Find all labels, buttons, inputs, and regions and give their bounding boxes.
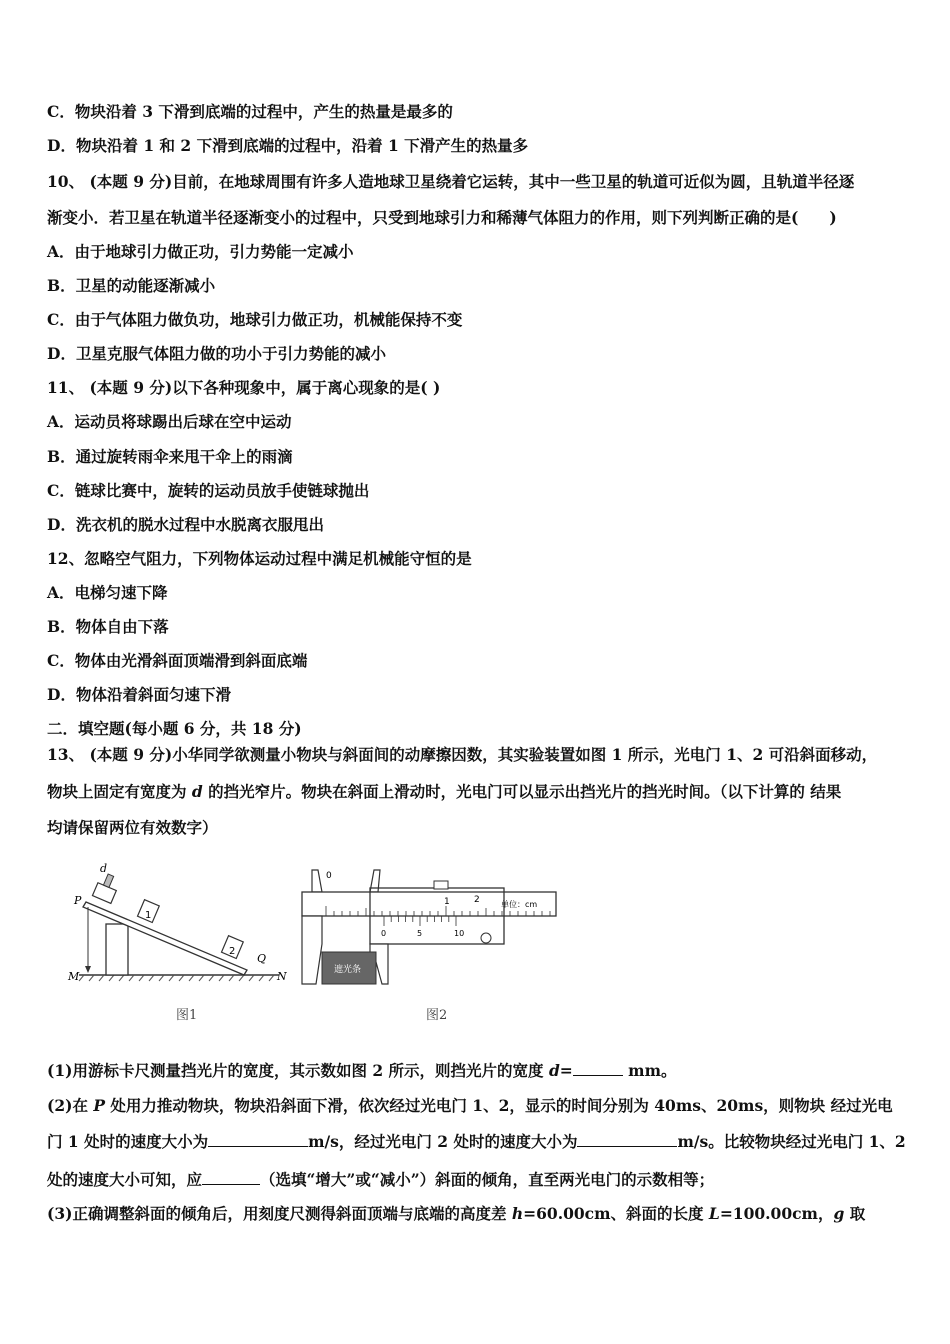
q10-stem-line1: 10、 (本题 9 分)目前，在地球周围有许多人造地球卫星绕着它运转，其中一些卫星的轨道可近似为圆，且轨道半径逐 (47, 172, 855, 191)
q12-stem: 12、忽略空气阻力，下列物体运动过程中满足机械能守恒的是 (47, 549, 472, 568)
q11-option-d: D．洗衣机的脱水过程中水脱离衣服甩出 (47, 515, 324, 534)
fig2-vernier-0: 0 (381, 929, 387, 938)
q12-option-c: C．物体由光滑斜面顶端滑到斜面底端 (47, 651, 308, 670)
q13-stem-line1: 13、 (本题 9 分)小华同学欲测量小物块与斜面间的动摩擦因数，其实验装置如图 1 所示，光电门 1、2 可沿斜面移动， (47, 745, 878, 764)
q13-part3 (47, 1204, 865, 1224)
q11-option-c: C．链球比赛中，旋转的运动员放手使链球抛出 (47, 481, 370, 500)
fig2-tick-1: 1 (444, 897, 450, 907)
q13-stem-line3: 均请保留两位有效数字） (47, 818, 218, 837)
fig1-gate-1-label: 1 (145, 910, 152, 921)
q12-option-d: D．物体沿着斜面匀速下滑 (47, 685, 231, 704)
q10-option-a: A．由于地球引力做正功，引力势能一定减小 (47, 242, 354, 261)
fig1-label-q: Q (257, 952, 267, 965)
var-h: h (511, 1204, 524, 1223)
var-d-part1: d (548, 1061, 560, 1080)
q13-part2-b: 处用力推动物块，物块沿斜面下滑，依次经过光电门 1、2，显示的时间分别为 40ms、20ms，则物块 经过光电 (105, 1096, 893, 1115)
q10-option-c: C．由于气体阻力做负功，地球引力做正功，机械能保持不变 (47, 310, 463, 329)
q11-stem: 11、 (本题 9 分)以下各种现象中，属于离心现象的是( ) (47, 378, 441, 397)
figure-1-caption: 图1 (176, 1008, 198, 1023)
fig2-vernier-5: 5 (417, 929, 423, 938)
q13-part1-eq: = (559, 1061, 573, 1080)
q12-option-a: A．电梯匀速下降 (47, 583, 168, 602)
var-l: L (708, 1204, 720, 1223)
var-p: P (93, 1096, 106, 1115)
answer-blank-v2[interactable] (577, 1132, 677, 1147)
q10-stem-line2: 渐变小．若卫星在轨道半径逐渐变小的过程中，只受到地球引力和稀薄气体阻力的作用，则下列判断正确的是( ) (47, 208, 837, 227)
q12-option-b: B．物体自由下落 (47, 617, 169, 636)
q9-option-c: C．物块沿着 3 下滑到底端的过程中，产生的热量是最多的 (47, 102, 453, 121)
q13-part1 (47, 1061, 676, 1081)
figure-2-vernier-caliper (296, 866, 561, 991)
answer-blank-angle[interactable] (202, 1170, 260, 1185)
q13-stem-line2-b: 的挡光窄片。物块在斜面上滑动时，光电门可以显示出挡光片的挡光时间。（以下计算的 结果 (202, 782, 842, 801)
answer-blank-d[interactable] (573, 1061, 623, 1076)
fig2-tick-0: 0 (326, 871, 332, 881)
q13-part2-line3 (47, 1170, 714, 1190)
q13-part3-b: =60.00cm、斜面的长度 (523, 1204, 709, 1223)
q13-part3-a: (3)正确调整斜面的倾角后，用刻度尺测得斜面顶端与底端的高度差 (47, 1204, 512, 1223)
q13-stem-line2 (47, 782, 841, 802)
fig2-tick-2: 2 (474, 895, 480, 905)
figure-2-caption: 图2 (426, 1008, 448, 1023)
q11-option-b: B．通过旋转雨伞来甩干伞上的雨滴 (47, 447, 293, 466)
var-g: g (833, 1204, 845, 1223)
fig1-label-d: d (100, 862, 108, 875)
q13-part2-g: （选填“增大”或“减小”）斜面的倾角，直至两光电门的示数相等； (260, 1170, 715, 1189)
fig1-label-n: N (277, 970, 287, 983)
q13-part2-line1 (47, 1096, 893, 1116)
q13-part2-d: m/s，经过光电门 2 处时的速度大小为 (308, 1132, 578, 1151)
section-heading-fill-in: 二．填空题(每小题 6 分，共 18 分) (47, 719, 302, 738)
q13-part2-line2 (47, 1132, 906, 1152)
fig1-label-p: P (74, 894, 82, 907)
fig1-gate-2-label: 2 (229, 946, 236, 957)
q11-option-a: A．运动员将球踢出后球在空中运动 (47, 412, 292, 431)
figure-1-incline (64, 862, 287, 990)
fig2-vernier-10: 10 (454, 929, 465, 938)
q10-option-d: D．卫星克服气体阻力做的功小于引力势能的减小 (47, 344, 386, 363)
q13-part1-unit: mm。 (622, 1061, 677, 1080)
q10-option-b: B．卫星的动能逐渐减小 (47, 276, 216, 295)
q13-part3-c: =100.00cm， (719, 1204, 834, 1223)
q13-part1-text: (1)用游标卡尺测量挡光片的宽度，其示数如图 2 所示，则挡光片的宽度 (47, 1061, 549, 1080)
q13-part2-e: m/s。比较物块经过光电门 1、2 (677, 1132, 906, 1151)
answer-blank-v1[interactable] (208, 1132, 308, 1147)
q13-part3-d: 取 (844, 1204, 866, 1223)
q13-part2-c: 门 1 处时的速度大小为 (47, 1132, 209, 1151)
fig2-strip-label: 遮光条 (334, 965, 362, 975)
fig2-unit-label: 单位：cm (501, 900, 538, 909)
var-d: d (191, 782, 203, 801)
q13-part2-a: (2)在 (47, 1096, 94, 1115)
fig1-label-m: M (68, 970, 80, 983)
q13-part2-f: 处的速度大小可知，应 (47, 1170, 203, 1189)
q13-stem-line2-a: 物块上固定有宽度为 (47, 782, 192, 801)
q9-option-d: D．物块沿着 1 和 2 下滑到底端的过程中，沿着 1 下滑产生的热量多 (47, 136, 529, 155)
